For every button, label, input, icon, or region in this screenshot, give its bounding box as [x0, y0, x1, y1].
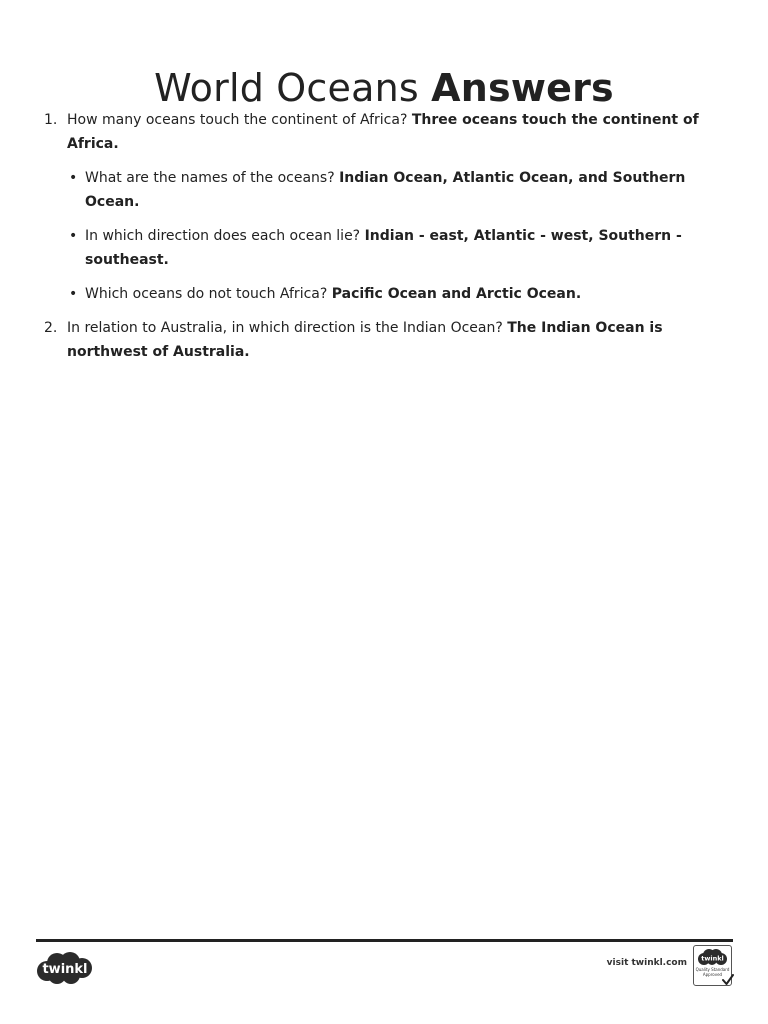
sub-question-item-3	[67, 282, 740, 306]
quality-badge	[693, 945, 732, 986]
question-list	[40, 108, 740, 374]
sub-question-content	[85, 224, 740, 272]
badge-caption-line-1: Quality Standard	[695, 967, 730, 972]
bullet-icon: •	[69, 170, 78, 186]
title-bold: Answers	[431, 66, 614, 111]
answer-text: Three oceans touch the continent of Africa.	[67, 112, 699, 152]
question-number: 1.	[44, 112, 58, 128]
question-item-1	[40, 108, 740, 156]
sub-question-content	[85, 166, 740, 214]
badge-logo	[697, 949, 728, 966]
sub-question-text: In which direction does each ocean lie?	[85, 228, 361, 244]
question-item-2	[40, 316, 740, 364]
question-content	[67, 316, 740, 364]
sub-question-item-2	[67, 224, 740, 272]
title-regular: World Oceans	[154, 66, 419, 111]
sub-answer-text: Indian - east, Atlantic - west, Southern - southeast.	[85, 228, 682, 268]
logo-text: twinkl	[42, 962, 88, 977]
badge-logo-text: twinkl	[701, 954, 724, 963]
question-text: How many oceans touch the continent of Africa?	[67, 112, 408, 128]
bullet-icon: •	[69, 286, 78, 302]
visit-link[interactable]: visit twinkl.com	[606, 958, 687, 968]
sub-question-content	[85, 282, 740, 306]
sub-question-item-1	[67, 166, 740, 214]
sub-question-text: What are the names of the oceans?	[85, 170, 335, 186]
check-mark-icon	[722, 974, 734, 986]
sub-answer-text: Pacific Ocean and Arctic Ocean.	[331, 286, 582, 302]
answer-text: The Indian Ocean is northwest of Australia.	[67, 320, 663, 360]
footer-divider	[36, 939, 733, 942]
question-text: In relation to Australia, in which direction is the Indian Ocean?	[67, 320, 503, 336]
badge-caption-line-2: Approved	[702, 972, 723, 977]
bullet-icon: •	[69, 228, 78, 244]
sub-question-text: Which oceans do not touch Africa?	[85, 286, 328, 302]
question-content	[67, 108, 740, 156]
twinkl-logo	[35, 951, 95, 985]
sub-answer-text: Indian Ocean, Atlantic Ocean, and Southern Ocean.	[85, 170, 686, 210]
page-title	[0, 63, 768, 113]
question-number: 2.	[44, 320, 58, 336]
